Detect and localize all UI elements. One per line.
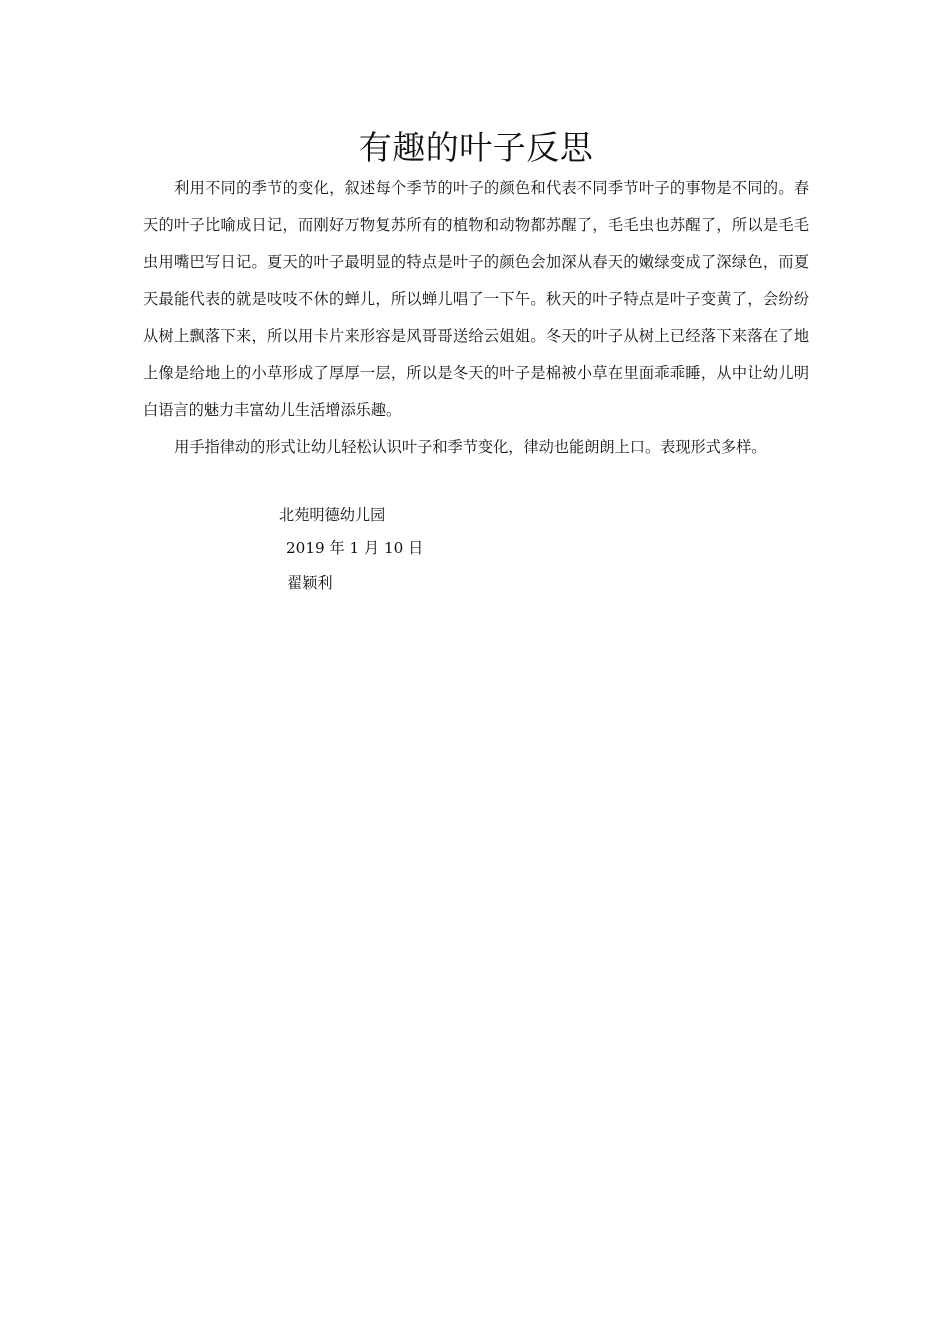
signature-date: 2019 年 1 月 10 日	[286, 539, 424, 557]
signature-author: 翟颖利	[287, 574, 333, 592]
document-title: 有趣的叶子反思	[358, 128, 594, 167]
signature-organization: 北苑明德幼儿园	[279, 506, 386, 524]
paragraph-2: 用手指律动的形式让幼儿轻松认识叶子和季节变化，律动也能朗朗上口。表现形式多样。	[174, 438, 767, 456]
document-body	[143, 126, 809, 466]
paragraph-1: 利用不同的季节的变化，叙述每个季节的叶子的颜色和代表不同季节叶子的事物是不同的。春天的叶子比喻成日记，而刚好万物复苏所有的植物和动物都苏醒了，毛毛虫也苏醒了，所以是毛毛虫用嘴巴写日记。夏天的叶子最明显的特点是叶子的颜色会加深从春天的嫩绿变成了深绿色，而夏天最能代表的就是吱吱不休的蝉儿，所以蝉儿唱了一下午。秋天的叶子特点是叶子变黄了，会纷纷从树上飘落下来，所以用卡片来形容是风哥哥送给云姐姐。冬天的叶子从树上已经落下来落在了地上像是给地上的小草形成了厚厚一层，所以是冬天的叶子是棉被小草在里面乖乖睡，从中让幼儿明白语言的魅力丰富幼儿生活增添乐趣。	[143, 179, 809, 419]
